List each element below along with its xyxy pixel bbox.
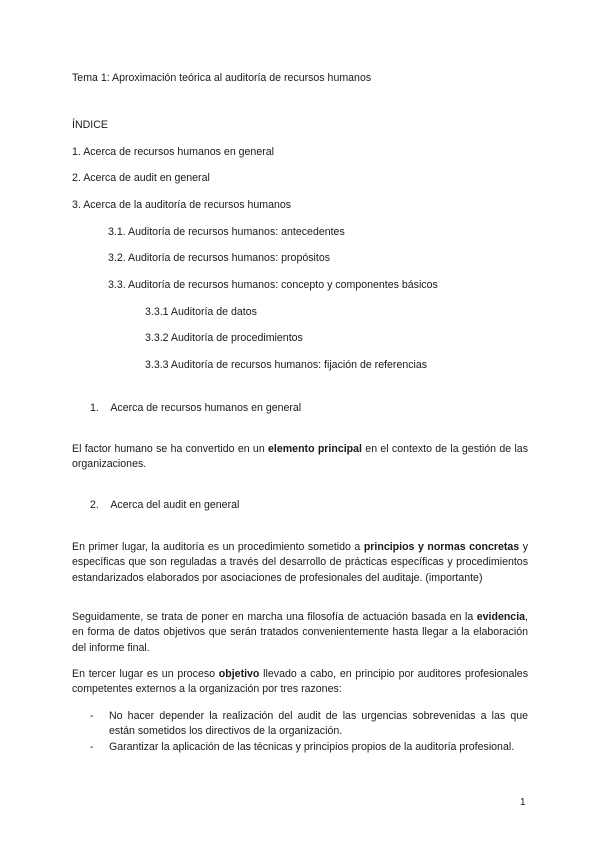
toc-item: 2. Acerca de audit en general xyxy=(72,172,210,184)
paragraph-primer-lugar: En primer lugar, la auditoría es un procedimiento sometido a principios y normas concretas y específicas que son reguladas a través del desarrollo de prácticas específicas y procedimientos estandarizados elaborados por asociaciones de profesionales del auditaje. (importante) xyxy=(72,541,528,584)
paragraph-seguidamente: Seguidamente, se trata de poner en marcha una filosofía de actuación basada en la evidencia, en forma de datos objetivos que serán tratados convenientemente hasta llegar a la elaboración del informe final. xyxy=(72,611,528,654)
list-item xyxy=(90,740,528,755)
page-number: 1 xyxy=(520,797,526,808)
list-item-text: No hacer depender la realización del audit de las urgencias sobrevenidas a las que están sometidos los directivos de la organización. xyxy=(109,710,528,738)
section-title: Acerca de recursos humanos en general xyxy=(110,402,302,414)
toc-subsubitem: 3.3.3 Auditoría de recursos humanos: fijación de referencias xyxy=(145,359,428,371)
paragraph-tercer-lugar: En tercer lugar es un proceso objetivo llevado a cabo, en principio por auditores profesionales competentes externos a la organización por tres razones: xyxy=(72,668,528,696)
list-item xyxy=(90,709,528,740)
index-heading: ÍNDICE xyxy=(72,119,108,131)
section-heading-2 xyxy=(90,499,239,511)
toc-item: 1. Acerca de recursos humanos en general xyxy=(72,146,274,158)
toc-subitem: 3.1. Auditoría de recursos humanos: antecedentes xyxy=(108,226,345,238)
toc-subitem: 3.2. Auditoría de recursos humanos: propósitos xyxy=(108,252,331,264)
paragraph-factor-humano: El factor humano se ha convertido en un elemento principal en el contexto de la gestión de las organizaciones. xyxy=(72,443,528,471)
document-title: Tema 1: Aproximación teórica al auditoría de recursos humanos xyxy=(72,72,372,84)
bullet-dash: - xyxy=(90,710,94,722)
toc-subsubitem: 3.3.2 Auditoría de procedimientos xyxy=(145,332,303,344)
list-item-text: Garantizar la aplicación de las técnicas y principios propios de la auditoría profesional. xyxy=(109,741,515,753)
section-number: 2. xyxy=(90,499,99,511)
bullet-dash: - xyxy=(90,741,94,753)
toc-item: 3. Acerca de la auditoría de recursos humanos xyxy=(72,199,292,211)
toc-subsubitem: 3.3.1 Auditoría de datos xyxy=(145,306,257,318)
section-title: Acerca del audit en general xyxy=(110,499,240,511)
section-number: 1. xyxy=(90,402,99,414)
section-heading-1 xyxy=(90,402,301,414)
toc-subitem: 3.3. Auditoría de recursos humanos: concepto y componentes básicos xyxy=(108,279,438,291)
